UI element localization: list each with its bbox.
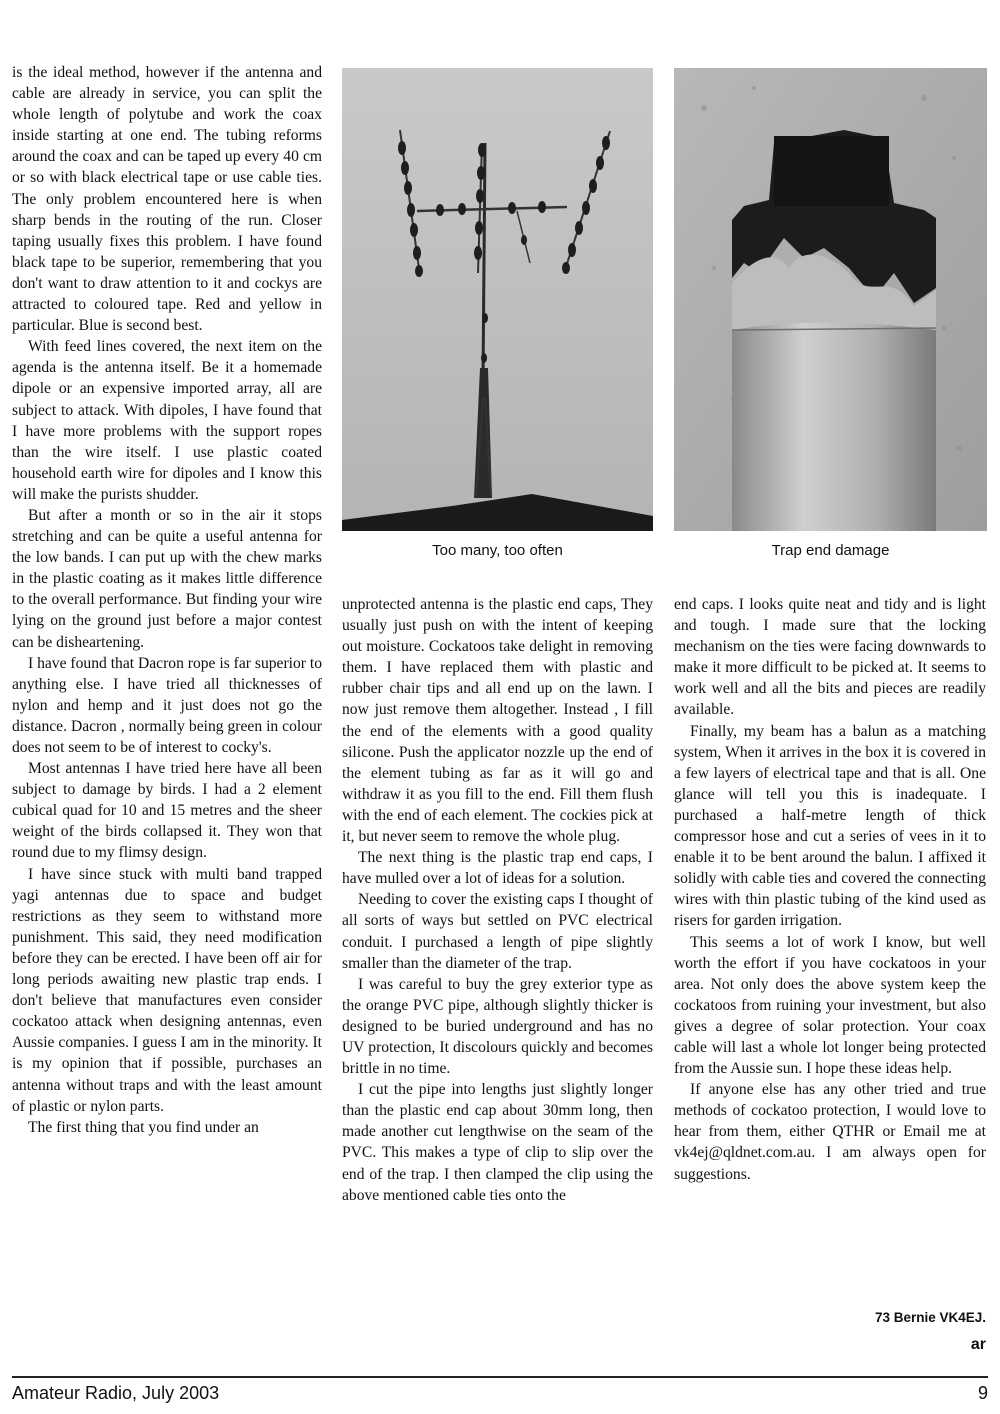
publication-footer: Amateur Radio, July 2003 <box>12 1383 220 1403</box>
footer-divider <box>12 1376 988 1378</box>
article-column-2 <box>342 594 653 1206</box>
paragraph: Most antennas I have tried here have all been subject to damage by birds. I had a 2 element cubical quad for 10 and 15 metres and the sheer weight of the birds collapsed it. They won that round due to my flimsy design. <box>12 760 322 862</box>
paragraph: Needing to cover the existing caps I thought of all sorts of ways but settled on PVC electrical conduit. I purchased a length of pipe slightly smaller than the diameter of the trap. <box>342 891 653 972</box>
figure-caption: Trap end damage <box>771 542 890 559</box>
paragraph: This seems a lot of work I know, but well worth the effort if you have cockatoos in your area. Not only does the above system keep the cockatoos from ruining your investment, but also gives a degree of solar protection. Your coax cable will last a whole lot longer being protected from the Aussie sun. I hope these ideas help. <box>674 933 986 1078</box>
paragraph: With feed lines covered, the next item on the agenda is the antenna itself. Be it a homemade dipole or an expensive imported array, all are subject to attack. With dipoles, I have found that I have more problems with the support ropes than the wire itself. I use plastic coated household earth wire for dipoles and I know this will make the purists shudder. <box>12 338 322 503</box>
antenna-cockatoos-photo <box>342 68 653 531</box>
paragraph: I was careful to buy the grey exterior type as the orange PVC pipe, although slightly thicker is designed to be buried underground and has no UV protection, It discolours quickly and becomes brittle in no time. <box>342 975 653 1078</box>
paragraph: The first thing that you find under an <box>28 1118 259 1136</box>
paragraph: end caps. I looks quite neat and tidy and is light and tough. I made sure that the locking mechanism on the ties were facing downwards to make it more difficult to be picked at. It seems to work well and all the bits and pieces are readily available. <box>674 596 986 719</box>
paragraph: Finally, my beam has a balun as a matching system, When it arrives in the box it is covered in a few layers of electrical tape and that is all. One glance will tell you this is inadequate. I purchased a half-metre length of thick compressor hose and cut a series of vees in it to enable it to be bent around the balun. I affixed it solidly with cable ties and covered the connecting wires with thin plastic tubing of the kind used as risers for garden irrigation. <box>674 722 986 930</box>
article-end-mark: ar <box>970 1336 986 1353</box>
figure-caption: Too many, too often <box>432 542 563 559</box>
article-column-3 <box>674 594 986 1185</box>
page-number: 9 <box>977 1383 988 1403</box>
author-signoff: 73 Bernie VK4EJ. <box>874 1310 986 1325</box>
paragraph: The next thing is the plastic trap end caps, I have mulled over a lot of ideas for a solution. <box>342 849 653 888</box>
paragraph: unprotected antenna is the plastic end caps, They usually just push on with the intent of keeping out moisture. Cockatoos take delight in removing them. I have replaced them with plastic and rubber chair tips and all end up on the lawn. I now just remove them altogether. Instead , I fill the end of the elements with a good quality silicone. Push the applicator nozzle up the end of the element tubing as far as it will go and withdraw it as you fill to the end. Fill them flush with the end of each element. The cockies pick at it, but never seem to remove the whole plug. <box>342 596 653 846</box>
paragraph: But after a month or so in the air it stops stretching and can be quite a useful antenna for the low bands. I can put up with the chew marks in the plastic coating as it makes little difference to the overall performance. But finding your wire lying on the ground just before a major contest can be disheartening. <box>12 506 322 651</box>
paragraph: I have since stuck with multi band trapped yagi antennas due to space and budget restrictions as they seem to withstand more punishment. This said, they need modification before they can be erected. I have been off air for long periods awaiting new plastic trap ends. I don't believe that manufactures even consider cockatoo attack when designing antennas, even Aussie companies. I guess I am in the minority. It is my opinion that if possible, purchases an antenna without traps and with the least amount of plastic or nylon parts. <box>12 865 322 1115</box>
paragraph: I have found that Dacron rope is far superior to anything else. I have tried all thicknesses of nylon and hemp and it just does not go the distance. Dacron , normally being green in colour does not seem to be of interest to cocky's. <box>12 654 323 756</box>
article-column-1 <box>12 62 322 1138</box>
paragraph: is the ideal method, however if the antenna and cable are already in service, you can split the whole length of polytube and work the coax inside starting at one end. The tubing reforms around the coax and can be taped up every 40 cm or so with black electrical tape or use cable ties. The only problem encountered here is when sharp bends in the routing of the run. Closer taping usually fixes this problem. I have found black tape to be superior, remembering that you don't want to draw attention to it and cockys are attracted to coloured tape. Red and yellow in particular. Blue is second best. <box>12 64 322 335</box>
paragraph: I cut the pipe into lengths just slightly longer than the plastic end cap about 30mm long, then made another cut lengthwise on the seam of the PVC. This makes a type of clip to slip over the end of the trap. I then clamped the clip using the above mentioned cable ties onto the <box>342 1081 653 1204</box>
trap-end-damage-photo <box>674 68 987 531</box>
paragraph: If anyone else has any other tried and true methods of cockatoo protection, I would love to hear from them, either QTHR or Email me at vk4ej@qldnet.com.au. I am always open for suggestions. <box>674 1081 986 1183</box>
